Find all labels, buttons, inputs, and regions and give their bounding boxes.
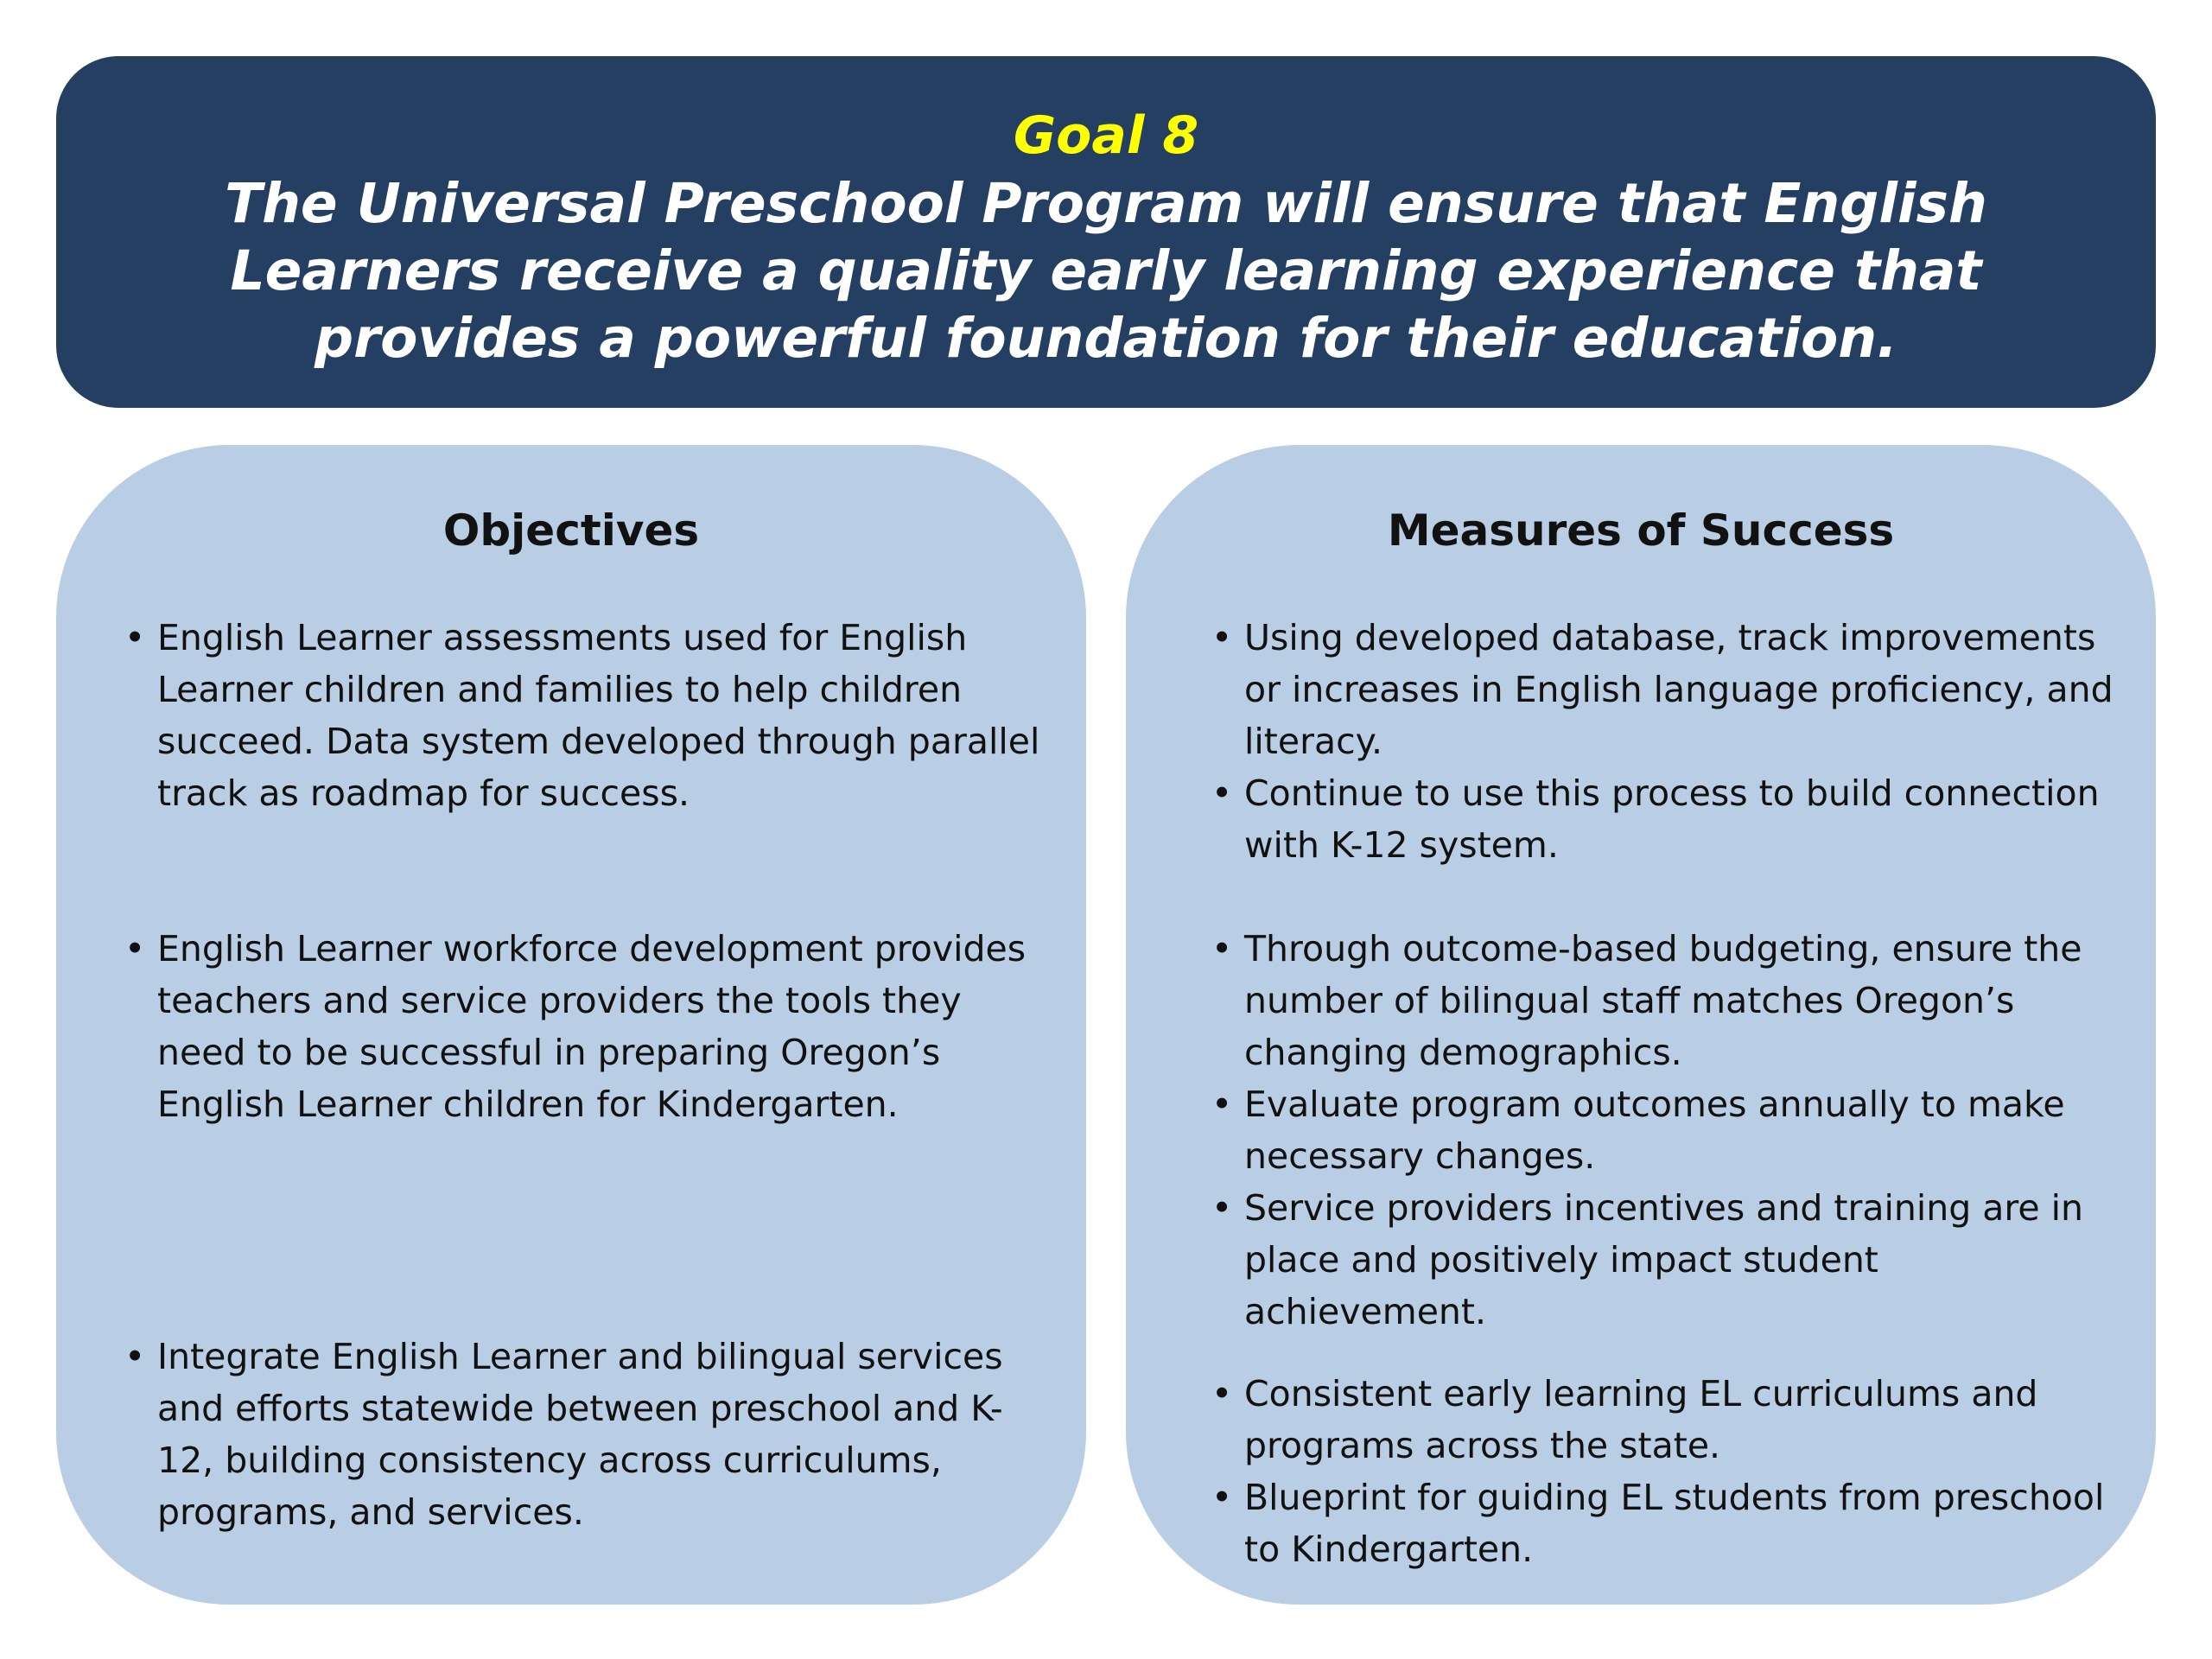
measure-item: • Consistent early learning EL curriculums and programs across the state. [1244, 1368, 2037, 1471]
objectives-heading: Objectives [442, 505, 700, 556]
bullet-icon: • [1211, 617, 1233, 658]
measure-item: • Using developed database, track improvements or increases in English language proficiency, and literacy. [1244, 612, 2113, 767]
measure-item: • Blueprint for guiding EL students from preschool to Kindergarten. [1244, 1471, 2104, 1575]
bullet-icon: • [1211, 1084, 1233, 1125]
measure-item: • Service providers incentives and training are in place and positively impact student achievement. [1244, 1182, 2083, 1338]
goal-statement-line: provides a powerful foundation for their education. [314, 307, 1898, 370]
bullet-icon: • [1211, 772, 1233, 814]
goal-title: Goal 8 [1013, 105, 1199, 166]
objective-item: • English Learner workforce development provides teachers and service providers the tools they need to be successful in preparing Oregon’s English Learner children for Kindergarten. [157, 923, 1026, 1130]
bullet-icon: • [1211, 1373, 1233, 1414]
goal-statement-line: Learners receive a quality early learning experience that [230, 239, 1982, 302]
bullet-icon: • [1211, 1477, 1233, 1518]
measures-heading: Measures of Success [1387, 505, 1895, 556]
measure-item: • Continue to use this process to build connection with K-12 system. [1244, 767, 2100, 871]
bullet-icon: • [1211, 1187, 1233, 1229]
bullet-icon: • [124, 1336, 146, 1377]
objective-item: • English Learner assessments used for English Learner children and families to help children succeed. Data system developed through parallel track as roadmap for success. [157, 612, 1039, 819]
measure-item: • Evaluate program outcomes annually to make necessary changes. [1244, 1078, 2065, 1182]
objectives-panel [56, 445, 1086, 1605]
bullet-icon: • [124, 928, 146, 969]
bullet-icon: • [124, 617, 146, 658]
measures-panel [1126, 445, 2156, 1605]
goal-banner [56, 56, 2156, 408]
measure-item: • Through outcome-based budgeting, ensure the number of bilingual staff matches Oregon’s changing demographics. [1244, 923, 2082, 1078]
goal-statement-line: The Universal Preschool Program will ensure that English [225, 172, 1987, 235]
objective-item: • Integrate English Learner and bilingual services and efforts statewide between preschool and K- 12, building consistency across curriculums, programs, and services. [157, 1331, 1003, 1538]
bullet-icon: • [1211, 928, 1233, 969]
